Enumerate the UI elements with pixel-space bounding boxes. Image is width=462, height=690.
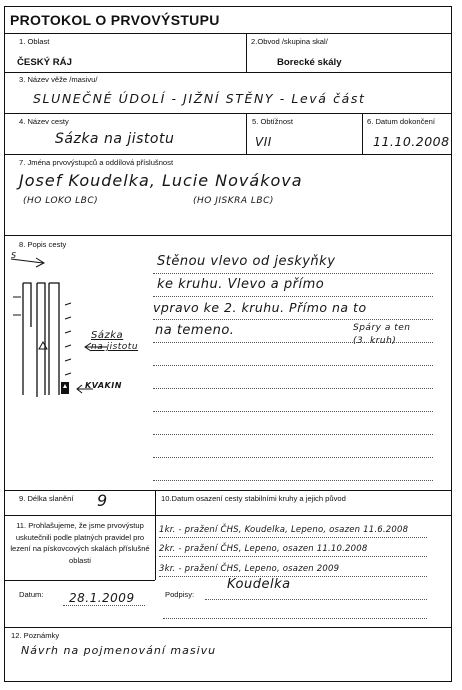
protocol-form — [4, 6, 452, 682]
field-value-datum-dokonceni: 11.10.2008 — [373, 134, 450, 149]
bolt-record-2: 2kr. - pražení ČHS, Lepeno, osazen 11.10.2008 — [159, 544, 368, 554]
divider — [5, 515, 451, 516]
writing-line — [159, 537, 427, 538]
route-note-2: (3. kruh) — [353, 336, 397, 346]
writing-line — [159, 556, 427, 557]
field-label-datum-dokonceni: 6. Datum dokončení — [367, 117, 435, 126]
divider — [246, 33, 247, 72]
signature: Koudelka — [227, 577, 291, 592]
divider — [5, 235, 451, 236]
field-label-osazeni: 10.Datum osazení cesty stabilními kruhy a jejich původ — [161, 494, 346, 503]
field-value-club-2: (HO JISKRA LBC) — [193, 196, 274, 206]
divider — [5, 154, 451, 155]
sketch-north-label: S — [11, 251, 17, 260]
writing-line — [153, 411, 433, 412]
field-label-oblast: 1. Oblast — [19, 37, 50, 46]
field-value-nazev-cesty: Sázka na jistotu — [55, 131, 175, 147]
divider — [5, 490, 451, 491]
sketch-label-neighbour: KVAKIN — [85, 381, 122, 390]
route-description-line-3: vpravo ke 2. kruhu. Přímo na to — [153, 300, 367, 315]
divider — [362, 113, 363, 154]
field-label-obtiznost: 5. Obtížnost — [252, 117, 293, 126]
writing-line — [63, 605, 145, 606]
field-value-poznamky: Návrh na pojmenování masivu — [21, 644, 217, 657]
field-label-podpisy: Podpisy: — [165, 590, 195, 599]
route-description-line-4: na temeno. — [155, 323, 235, 338]
field-label-datum: Datum: — [19, 590, 44, 599]
divider — [5, 33, 451, 34]
bolt-record-1: 1kr. - pražení ČHS, Koudelka, Lepeno, osazen 11.6.2008 — [159, 525, 409, 535]
field-value-club-1: (HO LOKO LBC) — [23, 196, 99, 206]
field-value-datum: 28.1.2009 — [69, 591, 135, 605]
writing-line — [205, 599, 427, 600]
route-description-line-2: ke kruhu. Vlevo a přímo — [157, 277, 325, 292]
route-sketch — [9, 247, 154, 417]
field-value-nazev-veze: SLUNEČNÉ ÚDOLÍ - JIŽNÍ STĚNY - Levá část — [33, 91, 366, 106]
field-value-oblast: ČESKÝ RÁJ — [17, 57, 72, 68]
field-value-obtiznost: VII — [255, 135, 272, 149]
writing-line — [153, 296, 433, 297]
writing-line — [153, 388, 433, 389]
declaration-text: 11. Prohlašujeme, že jsme prvovýstup uskutečnili podle platných pravidel pro lezení na pískovcových skalách příslušné oblasti — [10, 521, 150, 565]
field-label-nazev-cesty: 4. Název cesty — [19, 117, 69, 126]
writing-line — [153, 434, 433, 435]
divider — [246, 113, 247, 154]
field-label-poznamky: 12. Poznámky — [11, 631, 60, 640]
writing-line — [153, 319, 433, 320]
writing-line — [159, 576, 427, 577]
field-label-obvod: 2.Obvod /skupina skal/ — [251, 37, 328, 46]
writing-line — [153, 365, 433, 366]
writing-line — [153, 480, 433, 481]
field-label-popis: 8. Popis cesty — [19, 240, 67, 249]
divider — [155, 490, 156, 580]
form-title: PROTOKOL O PRVOVÝSTUPU — [10, 12, 220, 28]
field-value-prvovystupci: Josef Koudelka, Lucie Novákova — [19, 171, 303, 190]
writing-line — [153, 457, 433, 458]
route-description-line-1: Stěnou vlevo od jeskyňky — [157, 254, 336, 269]
field-label-delka-slaneni: 9. Délka slanění — [19, 494, 74, 503]
sketch-label-route: Sázka — [91, 330, 124, 341]
bolt-record-3: 3kr. - pražení ČHS, Lepeno, osazen 2009 — [159, 564, 340, 574]
divider — [5, 113, 451, 114]
divider — [5, 627, 451, 628]
sketch-label-route-2: na jistotu — [91, 342, 139, 352]
field-label-nazev-veze: 3. Název věže /masivu/ — [19, 75, 98, 84]
divider — [5, 72, 451, 73]
writing-line — [163, 618, 427, 619]
field-label-prvovystupci: 7. Jména prvovýstupců a oddílová příslušnost — [19, 158, 174, 167]
writing-line — [153, 273, 433, 274]
field-value-obvod: Borecké skály — [277, 57, 342, 68]
divider — [5, 580, 155, 581]
field-value-delka-slaneni: 9 — [97, 491, 108, 510]
route-note-1: Spáry a ten — [353, 323, 411, 333]
